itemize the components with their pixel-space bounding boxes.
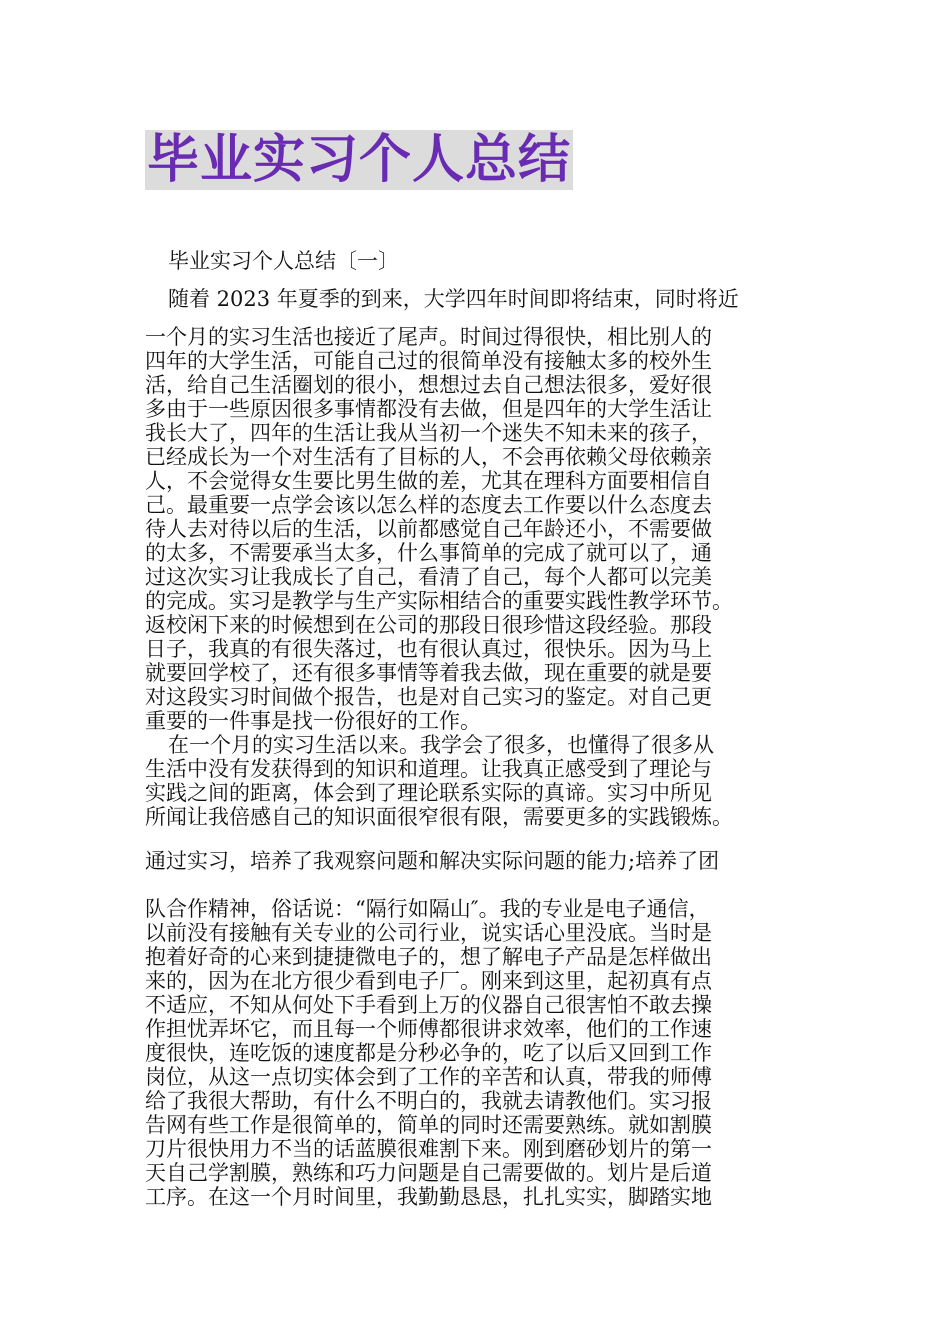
title-highlight: [145, 130, 573, 190]
body-line: 来的，因为在北方很少看到电子厂。刚来到这里，起初真有点: [145, 969, 712, 993]
body-line: 一个月的实习生活也接近了尾声。时间过得很快，相比别人的: [145, 325, 712, 349]
body-line: 过这次实习让我成长了自己，看清了自己，每个人都可以完美: [145, 565, 712, 589]
body-line: 抱着好奇的心来到捷捷微电子的，想了解电子产品是怎样做出: [145, 945, 712, 969]
body-line: 岗位，从这一点切实体会到了工作的辛苦和认真，带我的师傅: [145, 1065, 712, 1089]
body-line: 不适应，不知从何处下手看到上万的仪器自己很害怕不敢去操: [145, 993, 712, 1017]
body-line: 就要回学校了，还有很多事情等着我去做，现在重要的就是要: [145, 661, 712, 685]
body-line: 队合作精神，俗话说：“隔行如隔山″。我的专业是电子通信，: [145, 897, 710, 921]
body-line: 待人去对待以后的生活，以前都感觉自己年龄还小，不需要做: [145, 517, 712, 541]
body-line: 日子，我真的有很失落过，也有很认真过，很快乐。因为马上: [145, 637, 712, 661]
body-line: 天自己学割膜，熟练和巧力问题是自己需要做的。划片是后道: [145, 1161, 712, 1185]
body-line: 四年的大学生活，可能自己过的很简单没有接触太多的校外生: [145, 349, 712, 373]
body-line: 的太多，不需要承当太多，什么事简单的完成了就可以了，通: [145, 541, 712, 565]
document-subtitle: 毕业实习个人总结〔一〕: [168, 249, 399, 273]
body-line: 所闻让我倍感自己的知识面很窄很有限，需要更多的实践锻炼。: [145, 805, 733, 829]
body-line: 在一个月的实习生活以来。我学会了很多，也懂得了很多从: [168, 733, 714, 757]
body-line: 人，不会觉得女生要比男生做的差，尤其在理科方面要相信自: [145, 469, 712, 493]
body-line: 的完成。实习是教学与生产实际相结合的重要实践性教学环节。: [145, 589, 733, 613]
body-line: 度很快，连吃饭的速度都是分秒必争的，吃了以后又回到工作: [145, 1041, 712, 1065]
body-line: 对这段实习时间做个报告，也是对自己实习的鉴定。对自己更: [145, 685, 712, 709]
body-line: 多由于一些原因很多事情都没有去做，但是四年的大学生活让: [145, 397, 712, 421]
body-line: 刀片很快用力不当的话蓝膜很难割下来。刚到磨砂划片的第一: [145, 1137, 712, 1161]
body-line: 告网有些工作是很简单的，简单的同时还需要熟练。就如割膜: [145, 1113, 712, 1137]
body-line: 以前没有接触有关专业的公司行业，说实话心里没底。当时是: [145, 921, 712, 945]
body-line: 随着 2023 年夏季的到来，大学四年时间即将结束，同时将近: [168, 287, 739, 311]
body-line: 给了我很大帮助，有什么不明白的，我就去请教他们。实习报: [145, 1089, 712, 1113]
document-title: 毕业实习个人总结: [147, 130, 572, 190]
body-line: 实践之间的距离，体会到了理论联系实际的真谛。实习中所见: [145, 781, 712, 805]
body-line: 通过实习，培养了我观察问题和解决实际问题的能力;培养了团: [145, 849, 720, 873]
body-line: 重要的一件事是找一份很好的工作。: [145, 709, 481, 733]
body-line: 活，给自己生活圈划的很小，想想过去自己想法很多，爱好很: [145, 373, 712, 397]
body-line: 工序。在这一个月时间里，我勤勤恳恳，扎扎实实，脚踏实地: [145, 1185, 712, 1209]
body-line: 己。最重要一点学会该以怎么样的态度去工作要以什么态度去: [145, 493, 712, 517]
body-line: 已经成长为一个对生活有了目标的人，不会再依赖父母依赖亲: [145, 445, 712, 469]
body-line: 生活中没有发获得到的知识和道理。让我真正感受到了理论与: [145, 757, 712, 781]
body-line: 返校闲下来的时候想到在公司的那段日很珍惜这段经验。那段: [145, 613, 712, 637]
body-line: 我长大了，四年的生活让我从当初一个迷失不知未来的孩子，: [145, 421, 712, 445]
body-line: 作担忧弄坏它，而且每一个师傅都很讲求效率，他们的工作速: [145, 1017, 712, 1041]
